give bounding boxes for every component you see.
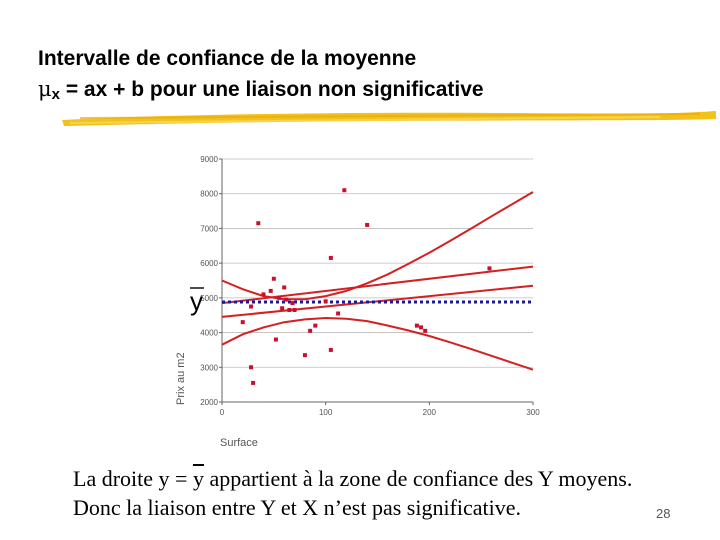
data-point <box>342 188 346 192</box>
caption <box>73 464 713 522</box>
caption-line-1 <box>73 464 713 493</box>
x-tick-label: 100 <box>318 408 333 417</box>
y-tick-label: 5000 <box>200 293 218 303</box>
data-point <box>282 285 286 289</box>
page-number: 28 <box>656 506 671 521</box>
data-point <box>324 299 328 303</box>
data-point <box>365 223 369 227</box>
data-point <box>423 329 427 333</box>
y-tick-label: 7000 <box>200 224 218 234</box>
data-point <box>249 305 253 309</box>
data-point <box>290 301 294 305</box>
caption-line-1-prefix: La droite y = <box>73 466 193 491</box>
x-tick-label: 200 <box>422 408 437 417</box>
data-point <box>308 329 312 333</box>
data-point <box>293 308 297 312</box>
y-tick-label: 2000 <box>200 398 218 407</box>
confidence-lower-curve <box>222 318 533 370</box>
y-tick-label: 6000 <box>200 259 218 269</box>
title-line-1: Intervalle de confiance de la moyenne <box>38 47 417 70</box>
data-point <box>272 277 276 281</box>
data-point <box>336 311 340 315</box>
mu-subscript: x <box>51 86 60 103</box>
data-point <box>313 324 317 328</box>
x-tick-label: 300 <box>526 408 540 417</box>
data-point <box>487 266 491 270</box>
caption-ybar: $\overline{y}$ <box>192 466 204 491</box>
y-tick-label: 3000 <box>200 363 218 373</box>
data-point <box>303 353 307 357</box>
caption-line-2: Donc la liaison entre Y et X n’est pas significative. <box>73 495 522 520</box>
confidence-upper-curve <box>222 192 533 299</box>
title-line-2 <box>38 74 698 110</box>
yellow-brush-stroke <box>60 106 720 128</box>
data-point <box>284 298 288 302</box>
mu-symbol: μ <box>38 77 52 101</box>
ybar-label: y <box>190 286 203 316</box>
data-point <box>249 365 253 369</box>
data-point <box>415 324 419 328</box>
grid-lines <box>222 159 533 402</box>
y-tick-label: 8000 <box>200 189 218 199</box>
axes <box>219 159 533 405</box>
data-point <box>256 221 260 225</box>
data-point <box>241 320 245 324</box>
data-point <box>287 308 291 312</box>
data-point <box>274 338 278 342</box>
x-tick-label: 0 <box>219 408 225 417</box>
x-axis-label: Surface <box>220 437 258 449</box>
slide-title <box>38 44 698 110</box>
y-axis-label: Prix au m2 <box>175 352 187 405</box>
y-tick-label: 9000 <box>200 155 218 164</box>
data-point <box>280 306 284 310</box>
data-point <box>277 296 281 300</box>
data-point <box>419 325 423 329</box>
data-point <box>251 381 255 385</box>
title-line-2-text: = ax + b pour une liaison non significative <box>60 78 484 101</box>
caption-line-1-suffix: appartient à la zone de confiance des Y moyens. <box>203 466 633 491</box>
data-point <box>261 292 265 296</box>
data-point <box>329 348 333 352</box>
confidence-curves <box>222 192 533 370</box>
data-point <box>329 256 333 260</box>
scatter-chart <box>150 140 550 460</box>
y-tick-label: 4000 <box>200 328 218 338</box>
data-point <box>269 289 273 293</box>
